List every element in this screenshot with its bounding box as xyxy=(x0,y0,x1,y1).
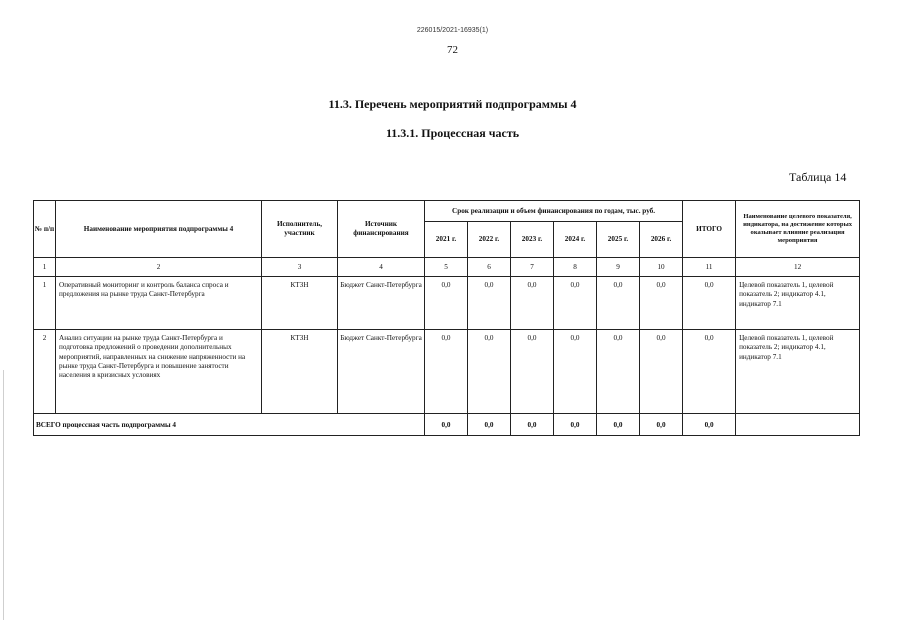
row-value: 0,0 xyxy=(511,330,554,414)
scan-edge-line xyxy=(3,370,4,620)
summary-value: 0,0 xyxy=(597,414,640,436)
header-year: 2022 г. xyxy=(468,222,511,258)
table-row xyxy=(34,330,860,414)
row-executor: КТЗН xyxy=(262,277,338,330)
table-label: Таблица 14 xyxy=(789,170,847,184)
header-name: Наименование мероприятия подпрограммы 4 xyxy=(56,201,262,258)
summary-label: ВСЕГО процессная часть подпрограммы 4 xyxy=(34,414,425,436)
row-indicator: Целевой показатель 1, целевой показатель 2; индикатор 4.1, индикатор 7.1 xyxy=(736,277,860,330)
page-number: 72 xyxy=(447,44,458,56)
column-number: 8 xyxy=(554,258,597,277)
row-total: 0,0 xyxy=(683,277,736,330)
header-year: 2021 г. xyxy=(425,222,468,258)
row-source: Бюджет Санкт-Петербурга xyxy=(338,277,425,330)
column-number: 7 xyxy=(511,258,554,277)
row-name: Анализ ситуации на рынке труда Санкт-Петербурга и подготовка предложений о проведении дополнительных мероприятий, направленных на снижение напряженности на рынке труда Санкт-Петербурга и повышение занятости населения в кризисных условиях xyxy=(56,330,262,414)
header-year: 2024 г. xyxy=(554,222,597,258)
summary-value: 0,0 xyxy=(468,414,511,436)
summary-value: 0,0 xyxy=(425,414,468,436)
summary-value: 0,0 xyxy=(554,414,597,436)
summary-value: 0,0 xyxy=(640,414,683,436)
header-total: ИТОГО xyxy=(683,201,736,258)
summary-indicator-empty xyxy=(736,414,860,436)
row-value: 0,0 xyxy=(640,277,683,330)
row-value: 0,0 xyxy=(468,277,511,330)
header-year: 2023 г. xyxy=(511,222,554,258)
row-num: 1 xyxy=(34,277,56,330)
section-title: 11.3. Перечень мероприятий подпрограммы 4 xyxy=(328,97,577,111)
column-number: 3 xyxy=(262,258,338,277)
row-value: 0,0 xyxy=(468,330,511,414)
measures-table xyxy=(33,200,860,436)
header-indicator: Наименование целевого показателя, индикатора, на достижение которых оказывает влияние реализация мероприятия xyxy=(736,201,860,258)
summary-total: 0,0 xyxy=(683,414,736,436)
column-number: 10 xyxy=(640,258,683,277)
row-value: 0,0 xyxy=(640,330,683,414)
column-number: 12 xyxy=(736,258,860,277)
column-number: 9 xyxy=(597,258,640,277)
row-source: Бюджет Санкт-Петербурга xyxy=(338,330,425,414)
row-name: Оперативный мониторинг и контроль баланса спроса и предложения на рынке труда Санкт-Петербурга xyxy=(56,277,262,330)
header-year: 2025 г. xyxy=(597,222,640,258)
header-period-group: Срок реализации и объем финансирования по годам, тыс. руб. xyxy=(425,201,683,222)
header-row-top xyxy=(34,201,860,222)
header-executor: Исполнитель, участник xyxy=(262,201,338,258)
summary-row xyxy=(34,414,860,436)
document-id: 226015/2021-16935(1) xyxy=(416,27,489,34)
row-value: 0,0 xyxy=(511,277,554,330)
column-number: 6 xyxy=(468,258,511,277)
column-number-row xyxy=(34,258,860,277)
column-number: 11 xyxy=(683,258,736,277)
header-year: 2026 г. xyxy=(640,222,683,258)
row-value: 0,0 xyxy=(425,277,468,330)
header-source: Источник финансирования xyxy=(338,201,425,258)
column-number: 1 xyxy=(34,258,56,277)
row-value: 0,0 xyxy=(597,277,640,330)
column-number: 5 xyxy=(425,258,468,277)
row-indicator: Целевой показатель 1, целевой показатель 2; индикатор 4.1, индикатор 7.1 xyxy=(736,330,860,414)
row-value: 0,0 xyxy=(554,330,597,414)
column-number: 4 xyxy=(338,258,425,277)
subsection-title: 11.3.1. Процессная часть xyxy=(385,126,520,140)
header-num: № п/п xyxy=(34,201,56,258)
row-total: 0,0 xyxy=(683,330,736,414)
row-num: 2 xyxy=(34,330,56,414)
row-value: 0,0 xyxy=(554,277,597,330)
summary-value: 0,0 xyxy=(511,414,554,436)
row-value: 0,0 xyxy=(425,330,468,414)
column-number: 2 xyxy=(56,258,262,277)
table-row xyxy=(34,277,860,330)
row-value: 0,0 xyxy=(597,330,640,414)
row-executor: КТЗН xyxy=(262,330,338,414)
